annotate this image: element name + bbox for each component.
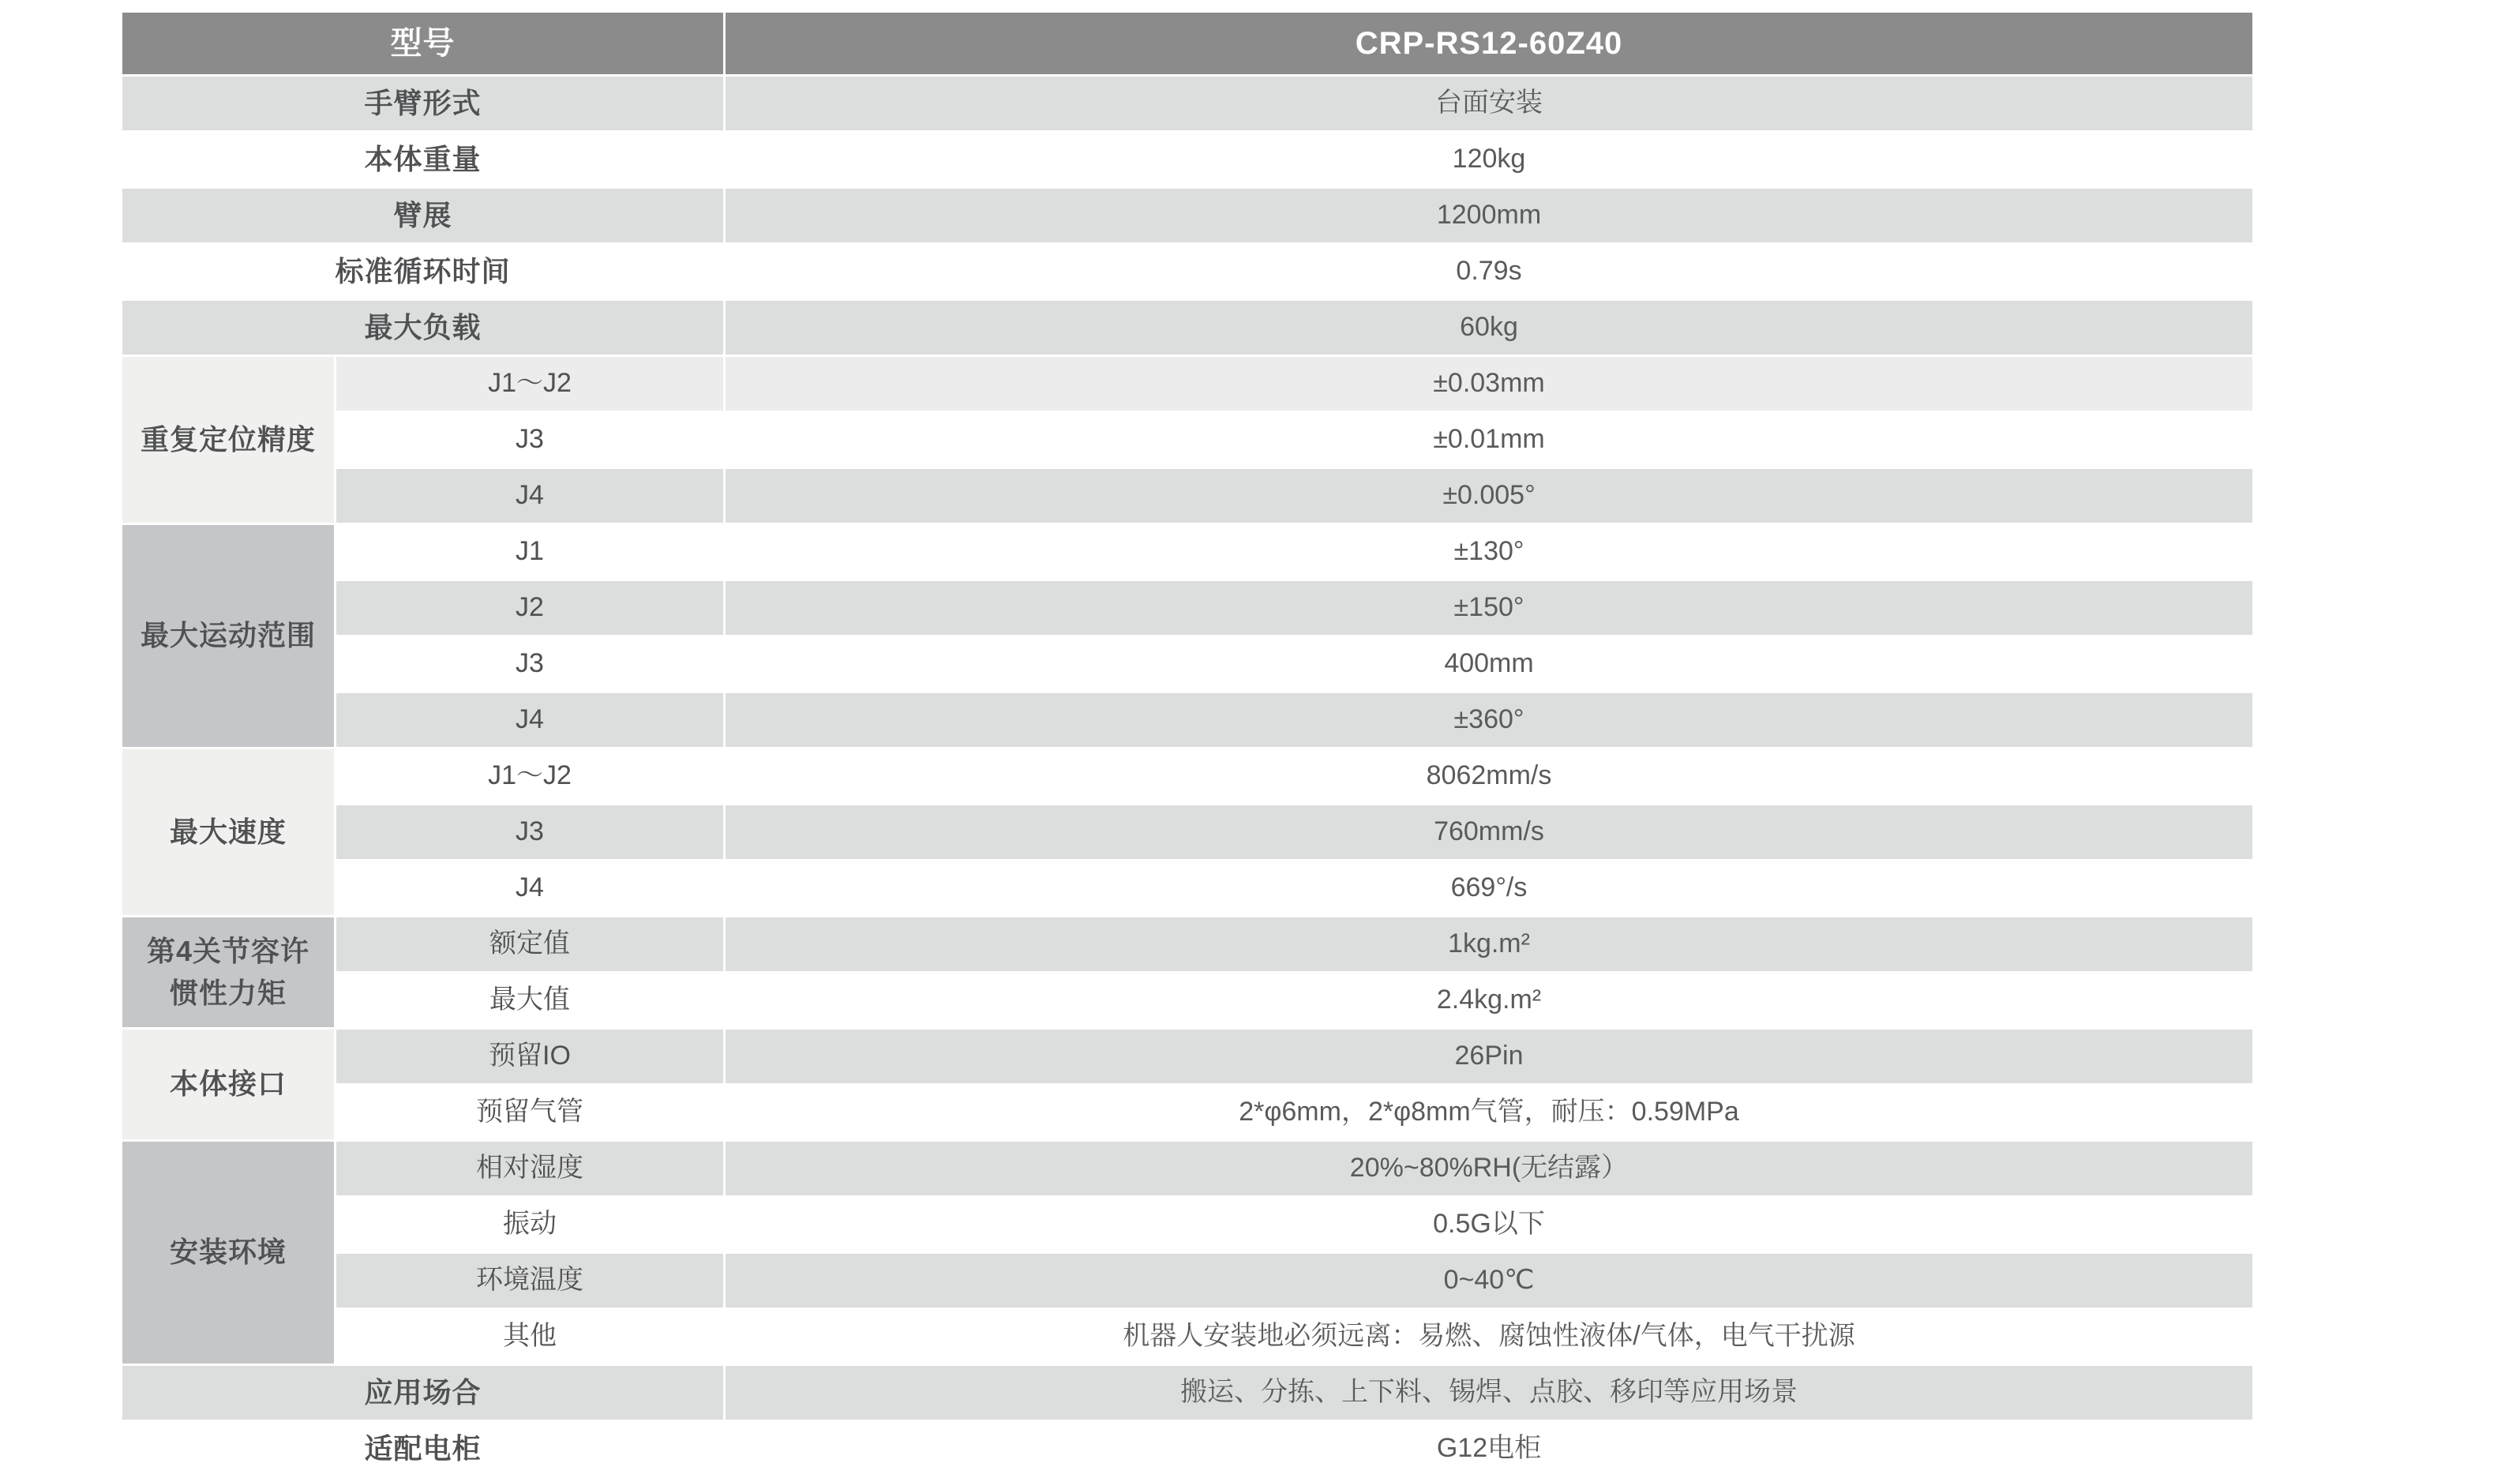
group-label: 重复定位精度 — [122, 357, 334, 523]
row-value: 400mm — [726, 637, 2252, 691]
row-value: ±150° — [726, 581, 2252, 635]
row-value: 机器人安装地必须远离：易燃、腐蚀性液体/气体，电气干扰源 — [726, 1310, 2252, 1364]
row-label: 最大负载 — [122, 301, 723, 354]
group-label: 最大运动范围 — [122, 525, 334, 747]
group-label: 第4关节容许惯性力矩 — [122, 917, 334, 1027]
sub-label: J4 — [336, 469, 723, 523]
row-value: ±0.005° — [726, 469, 2252, 523]
row-value: 2*φ6mm，2*φ8mm气管，耐压：0.59MPa — [726, 1086, 2252, 1139]
header-model-value: CRP-RS12-60Z40 — [726, 13, 2252, 74]
header-model-label: 型号 — [122, 13, 723, 74]
sub-label: J3 — [336, 413, 723, 467]
row-label: 臂展 — [122, 189, 723, 242]
row-label: 手臂形式 — [122, 77, 723, 130]
row-value: 0.79s — [726, 245, 2252, 298]
row-value: 台面安装 — [726, 77, 2252, 130]
group-label: 最大速度 — [122, 749, 334, 915]
row-value: ±360° — [726, 693, 2252, 747]
row-value: 0~40℃ — [726, 1254, 2252, 1307]
sub-label: J4 — [336, 693, 723, 747]
row-value: 0.5G以下 — [726, 1198, 2252, 1251]
row-label: 标准循环时间 — [122, 245, 723, 298]
sub-label: J1 — [336, 525, 723, 579]
row-value: 1200mm — [726, 189, 2252, 242]
sub-label: 振动 — [336, 1198, 723, 1251]
group-label: 安装环境 — [122, 1142, 334, 1364]
sub-label: 额定值 — [336, 917, 723, 971]
group-label: 本体接口 — [122, 1030, 334, 1139]
row-value: 669°/s — [726, 861, 2252, 915]
row-value: 760mm/s — [726, 805, 2252, 859]
sub-label: 最大值 — [336, 973, 723, 1027]
sub-label: J3 — [336, 637, 723, 691]
sub-label: J3 — [336, 805, 723, 859]
sub-label: J2 — [336, 581, 723, 635]
row-value: ±0.03mm — [726, 357, 2252, 411]
spec-table — [122, 13, 2252, 1476]
sub-label: 环境温度 — [336, 1254, 723, 1307]
sub-label: 相对湿度 — [336, 1142, 723, 1195]
row-label: 应用场合 — [122, 1366, 723, 1420]
row-value: 搬运、分拣、上下料、锡焊、点胶、移印等应用场景 — [726, 1366, 2252, 1420]
row-value: ±0.01mm — [726, 413, 2252, 467]
row-value: 2.4kg.m² — [726, 973, 2252, 1027]
sub-label: J1～J2 — [336, 357, 723, 411]
row-value: 1kg.m² — [726, 917, 2252, 971]
row-value: 120kg — [726, 133, 2252, 186]
row-label: 本体重量 — [122, 133, 723, 186]
row-value: 20%~80%RH(无结露） — [726, 1142, 2252, 1195]
sub-label: 预留气管 — [336, 1086, 723, 1139]
sub-label: J1～J2 — [336, 749, 723, 803]
row-value: 8062mm/s — [726, 749, 2252, 803]
sub-label: J4 — [336, 861, 723, 915]
row-value: ±130° — [726, 525, 2252, 579]
row-value: 26Pin — [726, 1030, 2252, 1083]
row-label: 适配电柜 — [122, 1422, 723, 1476]
sub-label: 其他 — [336, 1310, 723, 1364]
row-value: 60kg — [726, 301, 2252, 354]
row-value: G12电柜 — [726, 1422, 2252, 1476]
sub-label: 预留IO — [336, 1030, 723, 1083]
